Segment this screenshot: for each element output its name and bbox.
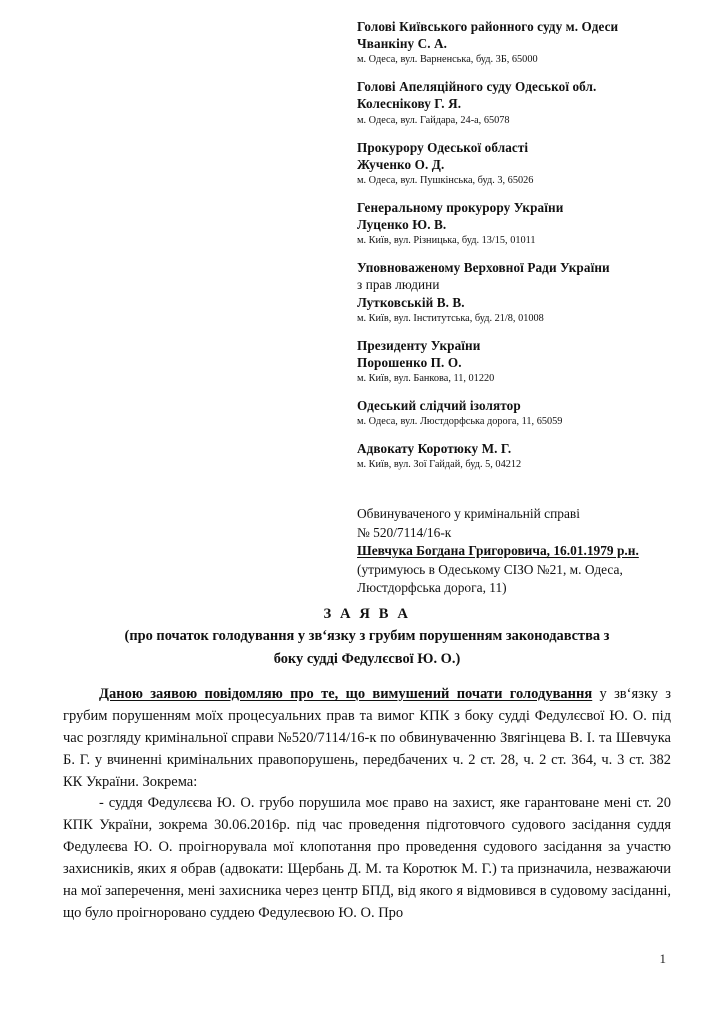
addressee-block (357, 18, 677, 483)
addressee-title: Голові Апеляційного суду Одеської обл. (357, 79, 597, 95)
addressee-entry (357, 78, 677, 127)
addressee-entry (357, 139, 677, 188)
applicant-detention-line-2: Люстдорфська дорога, 11) (357, 580, 507, 595)
document-subtitle-line-2: боку судді Федулєсвої Ю. О.) (273, 650, 461, 667)
applicant-case-label: Обвинуваченого у кримінальній справі (357, 506, 580, 521)
addressee-person: Чванкіну С. А. (357, 36, 448, 52)
applicant-name: Шевчука Богдана Григоровича, 16.01.1979 р.н. (357, 543, 639, 558)
addressee-entry (357, 199, 677, 248)
addressee-person: Жученко О. Д. (357, 156, 445, 172)
body-paragraph-1 (63, 684, 671, 793)
addressee-title: Одеський слідчий ізолятор (357, 398, 521, 414)
addressee-title: Президенту України (357, 337, 481, 353)
addressee-address: м. Одеса, вул. Гайдара, 24-а, 65078 (357, 114, 510, 126)
addressee-address: м. Одеса, вул. Варненська, буд. 3Б, 65000 (357, 54, 538, 66)
addressee-title: Генеральному прокурору України (357, 199, 564, 215)
applicant-detention-line-1: (утримуюсь в Одеському СІЗО №21, м. Одеса, (357, 561, 623, 577)
addressee-entry (357, 397, 677, 429)
body-paragraph-1-rest: у зв‘язку з грубим порушенням моїх процесуальних прав та вимог КПК з боку судді Федулєсвої Ю. О. під час розгляду кримінальної справи №520/7114/16-к по обвинуваченню Звягінцева В. І. та Шевчука Б. Г. у вчиненні кримінальних правопорушень, передбачених ч. 2 ст. 28, ч. 2 ст. 364, ч. 3 ст. 382 КК України. Зокрема: (63, 686, 671, 790)
addressee-entry (357, 337, 677, 386)
addressee-entry (357, 18, 677, 67)
page-title: З А Я В А (323, 606, 411, 622)
addressee-title: Прокурору Одеської області (357, 139, 529, 155)
addressee-person: Луценко Ю. В. (357, 217, 447, 233)
addressee-title: Голові Київського районного суду м. Одеси (357, 19, 619, 34)
addressee-title: Уповноваженому Верховної Ради України (357, 260, 610, 276)
addressee-address: м. Київ, вул. Зої Гайдай, буд. 5, 04212 (357, 459, 522, 471)
addressee-address: м. Одеса, вул. Люстдорфська дорога, 11, 65059 (357, 416, 563, 428)
addressee-address: м. Київ, вул. Різницька, буд. 13/15, 01011 (357, 235, 536, 247)
addressee-entry (357, 440, 677, 472)
addressee-address: м. Київ, вул. Інститутська, буд. 21/8, 01008 (357, 312, 544, 324)
page-number: 1 (659, 951, 666, 966)
document-subtitle-line-1: (про початок голодування у зв‘язку з грубим порушенням законодавства з (124, 628, 610, 645)
addressee-address: м. Київ, вул. Банкова, 11, 01220 (357, 373, 495, 385)
addressee-person: Порошенко П. О. (357, 354, 462, 370)
addressee-person: Колеснікову Г. Я. (357, 96, 462, 112)
addressee-entry (357, 259, 677, 325)
addressee-title: Адвокату Коротюку М. Г. (357, 441, 512, 457)
addressee-person: Лутковській В. В. (357, 294, 465, 310)
document-body (63, 684, 671, 925)
body-paragraph-1-lead: Даною заявою повідомляю про те, що вимушений почати голодування (99, 686, 593, 702)
body-paragraph-2: - суддя Федулєєва Ю. О. грубо порушила моє право на захист, яке гарантоване мені ст. 20 КПК України, зокрема 30.06.2016р. під час проведення підготовчого судового засідання суддя Федулеєва Ю. О. проігнорувала мої клопотання про проведення судового засідання за участю захисників, яких я обрав (адвокати: Щербань Д. М. та Коротюк М. Г.) та призначила, незважаючи на мої заперечення, мені захисника через центр БПД, від якого я відмовився в судовому засіданні, що було проігноровано суддею Федулеєвою Ю. О. Про (63, 795, 671, 921)
applicant-case-number: № 520/7114/16-к (357, 524, 452, 540)
addressee-address: м. Одеса, вул. Пушкінська, буд. 3, 65026 (357, 174, 534, 186)
document-title-block (63, 604, 671, 669)
addressee-subtitle: з прав людини (357, 277, 440, 293)
applicant-block (357, 505, 687, 598)
